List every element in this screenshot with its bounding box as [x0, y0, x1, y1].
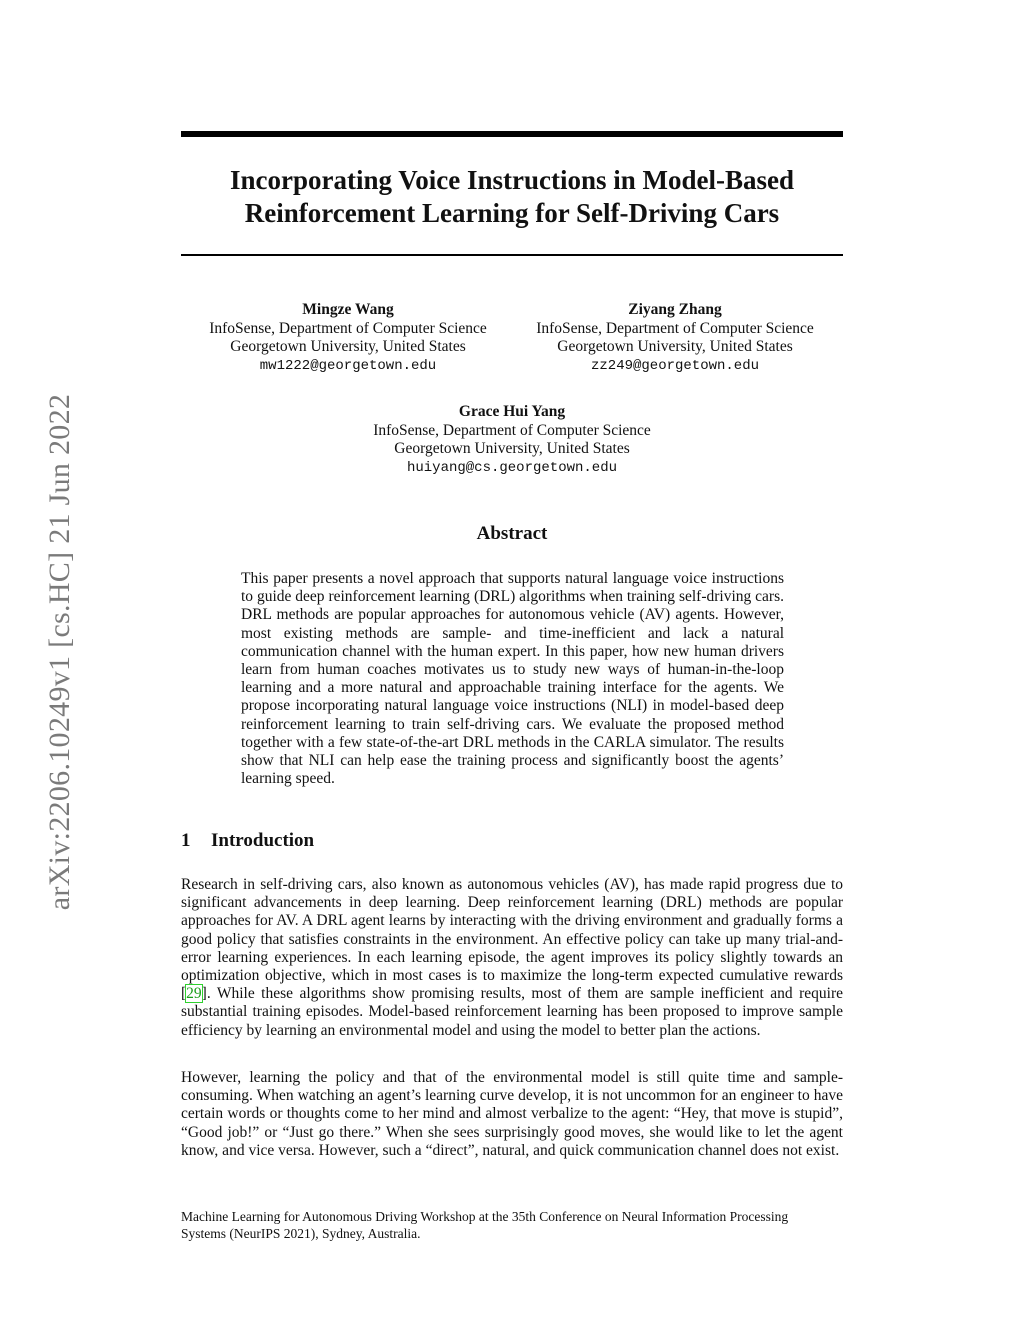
author-name: Mingze Wang	[302, 301, 394, 318]
author-email[interactable]: mw1222@georgetown.edu	[259, 357, 437, 374]
section-number: 1	[181, 830, 191, 851]
author-block-3	[332, 403, 692, 477]
author-name: Grace Hui Yang	[458, 403, 566, 420]
author-affiliation: InfoSense, Department of Computer Science	[373, 421, 651, 439]
arxiv-identifier: arXiv:2206.10249v1 [cs.HC] 21 Jun 2022	[43, 393, 76, 911]
author-name: Ziyang Zhang	[628, 301, 722, 318]
footnote-line-2: Systems (NeurIPS 2021), Sydney, Australia.	[181, 1225, 421, 1241]
citation-link[interactable]: 29	[186, 985, 202, 1003]
section-title: Introduction	[211, 830, 315, 851]
paragraph-text: . While these algorithms show promising results, most of them are sample inefficient and require substantial training episodes. Model-based reinforcement learning has been proposed to improve sample efficiency by learning an environmental model and using the model to better plan the actions.	[181, 985, 843, 1039]
title-line-1: Incorporating Voice Instructions in Model-Based	[229, 165, 795, 195]
citation-open-bracket: [	[181, 985, 187, 1003]
paragraph-text: Research in self-driving cars, also known as autonomous vehicles (AV), has made rapid progress due to significant advancements in deep learning. Deep reinforcement learning (DRL) methods are popular approaches for AV. A DRL agent learns by interacting with the driving environment and gradually forms a good policy that satisfies constraints in the environment. An effective policy can take up many trial-and-error learning experiences. In each learning episode, the agent improves its policy slightly towards an optimization objective, which in most cases is to maximize the long-term expected cumulative rewards	[181, 876, 843, 985]
author-university: Georgetown University, United States	[557, 338, 793, 355]
section-heading-introduction	[181, 830, 314, 852]
paper-title	[181, 164, 843, 230]
title-top-rule	[181, 131, 843, 137]
abstract-heading: Abstract	[476, 523, 548, 544]
author-university: Georgetown University, United States	[230, 338, 466, 355]
author-affiliation: InfoSense, Department of Computer Science	[209, 319, 487, 337]
abstract-text: This paper presents a novel approach that supports natural language voice instructions to guide deep reinforcement learning (DRL) algorithms when training self-driving cars. DRL methods are popular approaches for autonomous vehicle (AV) agents. However, most existing methods are sample- and time-inefficient and lack a natural communication channel with the human expert. In this paper, how new human drivers learn from human coaches motivates us to study new ways of human-in-the-loop learning and a more natural and approachable training interface for the agents. We propose incorporating natural language voice instructions (NLI) in model-based deep reinforcement learning to train self-driving cars. We evaluate the proposed method together with a few state-of-the-art DRL methods in the CARLA simulator. The results show that NLI can help ease the training process and significantly boost the agents’ learning speed.	[241, 570, 784, 788]
citation-close-bracket: ]	[201, 985, 207, 1003]
introduction-paragraph-2: However, learning the policy and that of the environmental model is still quite time and sample-consuming. When watching an agent’s learning curve develop, it is not uncommon for an engineer to have certain words or thoughts come to her mind and almost verbalize to the agent: “Hey, that move is stupid”, “Good job!” or “Just go there.” When she sees surprisingly good moves, she would like to let the agent know, and vice versa. However, such a “direct”, natural, and quick communication channel does not exist.	[181, 1069, 843, 1159]
title-bottom-rule	[181, 254, 843, 256]
author-block-1	[168, 301, 528, 375]
author-email[interactable]: huiyang@cs.georgetown.edu	[406, 459, 618, 476]
author-block-2	[495, 301, 855, 375]
introduction-paragraph-1	[181, 876, 843, 1040]
author-affiliation: InfoSense, Department of Computer Science	[536, 319, 814, 337]
footnote-line-1: Machine Learning for Autonomous Driving Workshop at the 35th Conference on Neural Information Processing	[181, 1209, 789, 1224]
venue-footnote	[181, 1209, 843, 1242]
author-email[interactable]: zz249@georgetown.edu	[590, 357, 760, 374]
author-university: Georgetown University, United States	[394, 440, 630, 457]
title-line-2: Reinforcement Learning for Self-Driving Cars	[244, 198, 780, 228]
